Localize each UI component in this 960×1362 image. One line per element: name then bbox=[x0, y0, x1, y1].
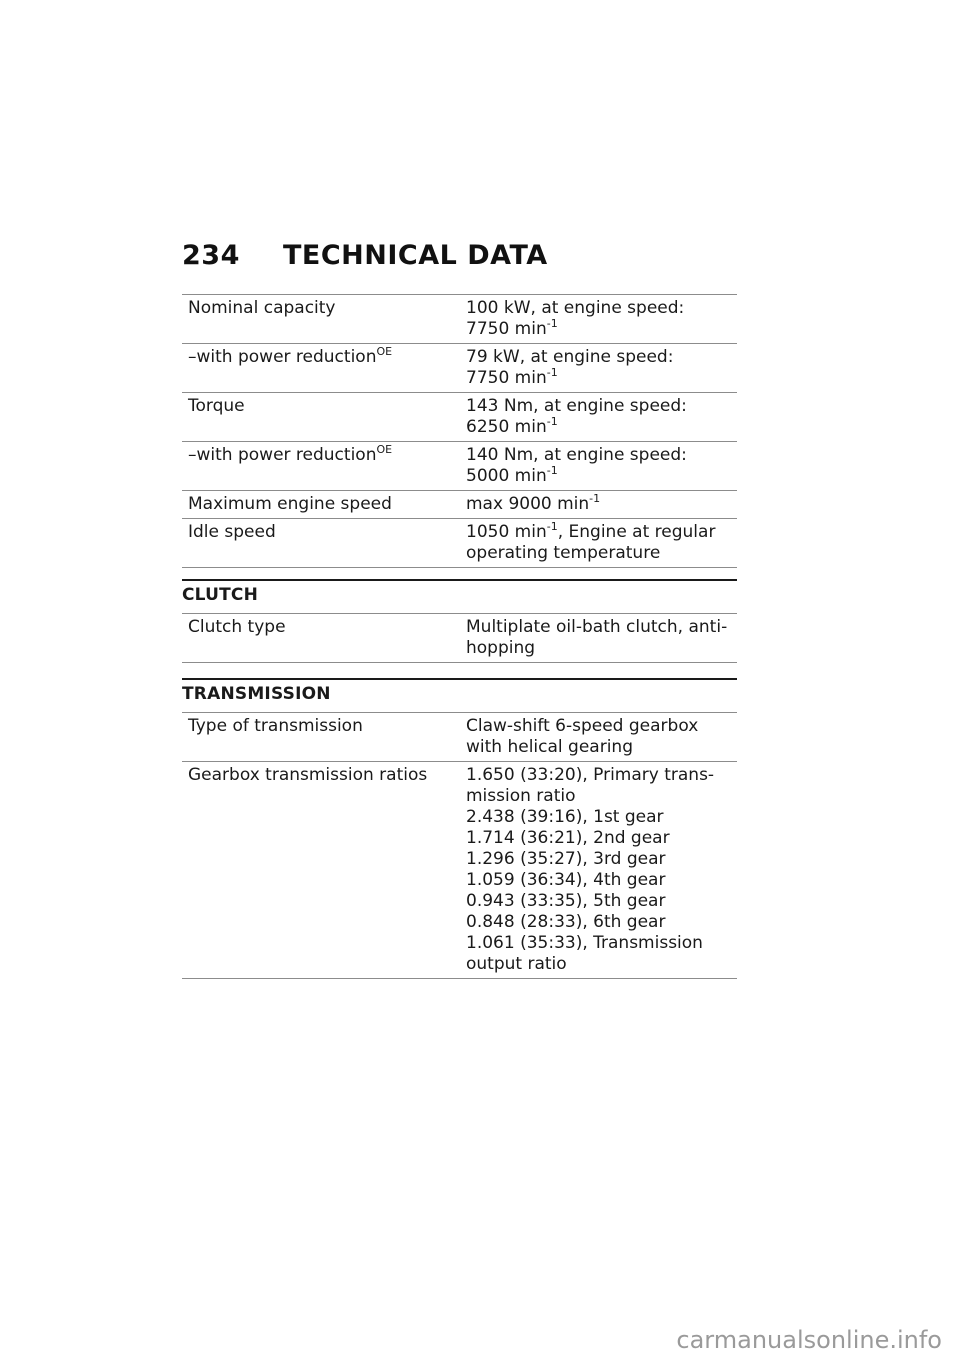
clutch-data-table bbox=[182, 613, 737, 663]
watermark: carmanualsonline.info bbox=[676, 1326, 942, 1354]
row-value: 1.650 (33:20), Primary trans- mission ratio 2.438 (39:16), 1st gear 1.714 (36:21), 2nd gear 1.296 (35:27), 3rd gear 1.059 (36:34), 4th gear 0.943 (33:35), 5th gear 0.848 (28:33), 6th gear 1.061 (35:33), Transmission output ratio bbox=[466, 762, 737, 979]
row-value: 100 kW, at engine speed: 7750 $\min^{-1}$ bbox=[466, 295, 737, 344]
table-row bbox=[182, 344, 737, 393]
section-title-transmission: TRANSMISSION bbox=[182, 678, 737, 706]
row-label: –with power reduction$^{OE}$ bbox=[182, 442, 466, 491]
row-label: Torque bbox=[182, 393, 466, 442]
table-row bbox=[182, 519, 737, 568]
row-label: Idle speed bbox=[182, 519, 466, 568]
row-label: –with power reduction$^{OE}$ bbox=[182, 344, 466, 393]
table-row bbox=[182, 295, 737, 344]
transmission-data-table bbox=[182, 712, 737, 979]
table-row bbox=[182, 713, 737, 762]
row-value: Claw-shift 6-speed gearbox with helical gearing bbox=[466, 713, 737, 762]
row-value: 143 Nm, at engine speed: 6250 $\min^{-1}$ bbox=[466, 393, 737, 442]
page-number: 234 bbox=[182, 240, 240, 271]
table-row bbox=[182, 614, 737, 663]
engine-data-table bbox=[182, 294, 737, 568]
row-label: Gearbox transmission ratios bbox=[182, 762, 466, 979]
page-header bbox=[182, 240, 548, 271]
table-row bbox=[182, 491, 737, 519]
row-label: Maximum engine speed bbox=[182, 491, 466, 519]
row-value: 79 kW, at engine speed: 7750 $\min^{-1}$ bbox=[466, 344, 737, 393]
table-row bbox=[182, 442, 737, 491]
row-label: Clutch type bbox=[182, 614, 466, 663]
row-value: Multiplate oil-bath clutch, anti- hopping bbox=[466, 614, 737, 663]
section-title-clutch: CLUTCH bbox=[182, 579, 737, 607]
table-row bbox=[182, 762, 737, 979]
page-title: TECHNICAL DATA bbox=[283, 240, 548, 271]
row-label: Nominal capacity bbox=[182, 295, 466, 344]
row-value: max 9000 $\min^{-1}$ bbox=[466, 491, 737, 519]
row-label: Type of transmission bbox=[182, 713, 466, 762]
row-value: 140 Nm, at engine speed: 5000 $\min^{-1}$ bbox=[466, 442, 737, 491]
row-value: 1050 $\min^{-1}$, Engine at regular operating temperature bbox=[466, 519, 737, 568]
table-row bbox=[182, 393, 737, 442]
